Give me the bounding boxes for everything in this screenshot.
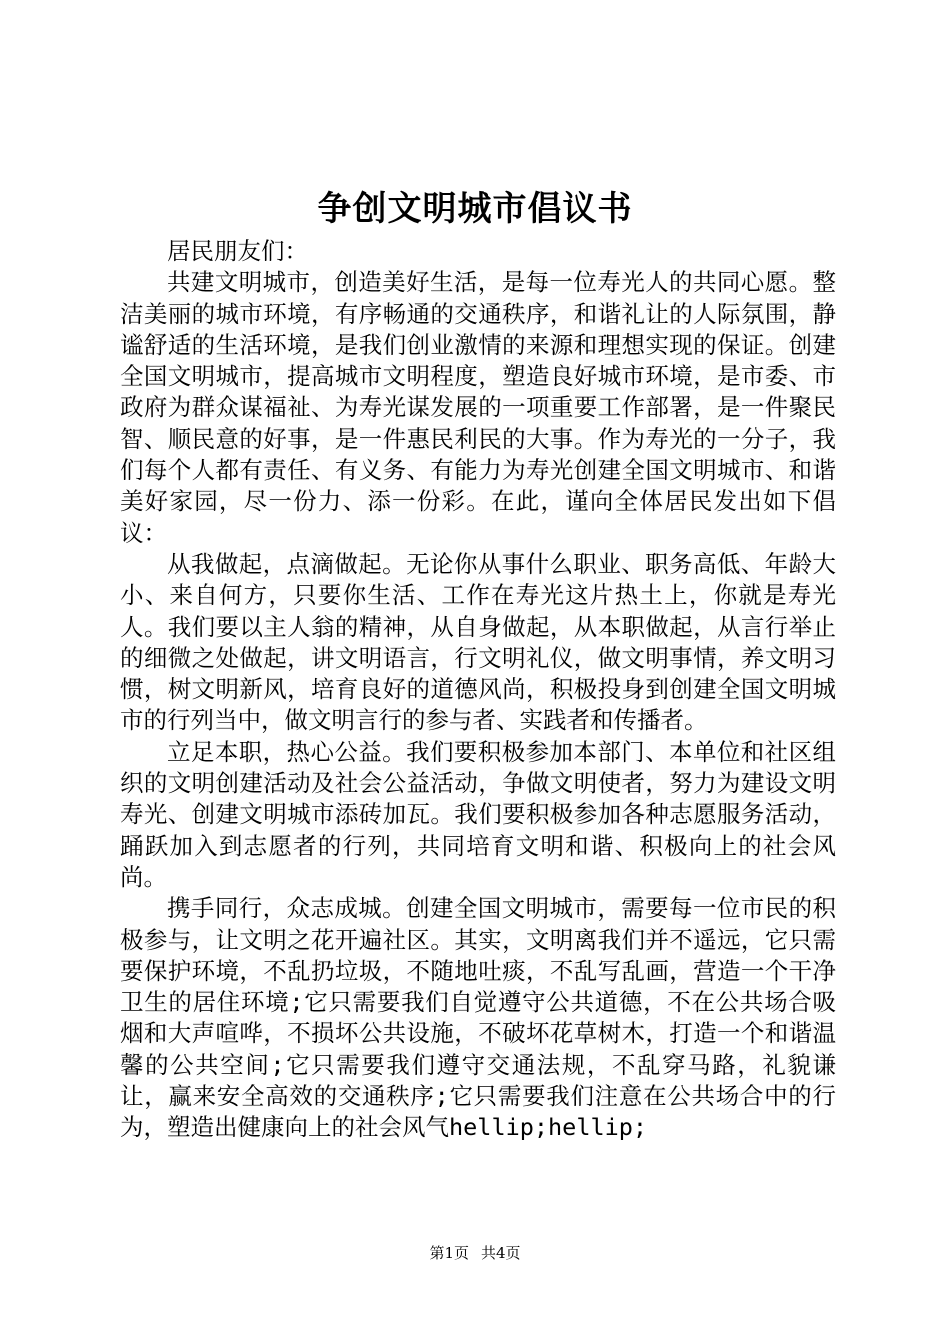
page-footer — [0, 1243, 950, 1263]
salutation: 居民朋友们： — [167, 237, 308, 265]
paragraph-public-welfare: 立足本职，热心公益。我们要积极参加本部门、本单位和社区组织的文明创建活动及社会公益活动，争做文明使者，努力为建设文明寿光、创建文明城市添砖加瓦。我们要积极参加各种志愿服务活动，踊跃加入到志愿者的行列，共同培育文明和谐、积极向上的社会风尚。 — [120, 737, 836, 891]
paragraph-start-from-me: 从我做起，点滴做起。无论你从事什么职业、职务高低、年龄大小、来自何方，只要你生活、工作在寿光这片热土上，你就是寿光人。我们要以主人翁的精神，从自身做起，从本职做起，从言行举止的细微之处做起，讲文明语言，行文明礼仪，做文明事情，养文明习惯，树文明新风，培育良好的道德风尚，积极投身到创建全国文明城市的行列当中，做文明言行的参与者、实践者和传播者。 — [120, 549, 836, 735]
document-title: 争创文明城市倡议书 — [317, 189, 633, 229]
page-number-total: 共4页 — [481, 1244, 521, 1262]
document-body — [120, 236, 836, 1144]
paragraph-together: 携手同行，众志成城。创建全国文明城市，需要每一位市民的积极参与，让文明之花开遍社区。其实，文明离我们并不遥远，它只需要保护环境，不乱扔垃圾，不随地吐痰，不乱写乱画，营造一个干净卫生的居住环境;它只需要我们自觉遵守公共道德，不在公共场合吸烟和大声喧哗，不损坏公共设施，不破坏花草树木，打造一个和谐温馨的公共空间;它只需要我们遵守交通法规，不乱穿马路，礼貌谦让，赢来安全高效的交通秩序;它只需要我们注意在公共场合中的行为，塑造出健康向上的社会风气hellip;hellip; — [120, 894, 836, 1142]
page-number-current: 第1页 — [429, 1244, 469, 1262]
paragraph-intro: 共建文明城市，创造美好生活，是每一位寿光人的共同心愿。整洁美丽的城市环境，有序畅通的交通秩序，和谐礼让的人际氛围，静谧舒适的生活环境，是我们创业激情的来源和理想实现的保证。创建全国文明城市，提高城市文明程度，塑造良好城市环境，是市委、市政府为群众谋福祉、为寿光谋发展的一项重要工作部署，是一件聚民智、顺民意的好事，是一件惠民利民的大事。作为寿光的一分子，我们每个人都有责任、有义务、有能力为寿光创建全国文明城市、和谐美好家园，尽一份力、添一份彩。在此，谨向全体居民发出如下倡议： — [120, 268, 836, 547]
